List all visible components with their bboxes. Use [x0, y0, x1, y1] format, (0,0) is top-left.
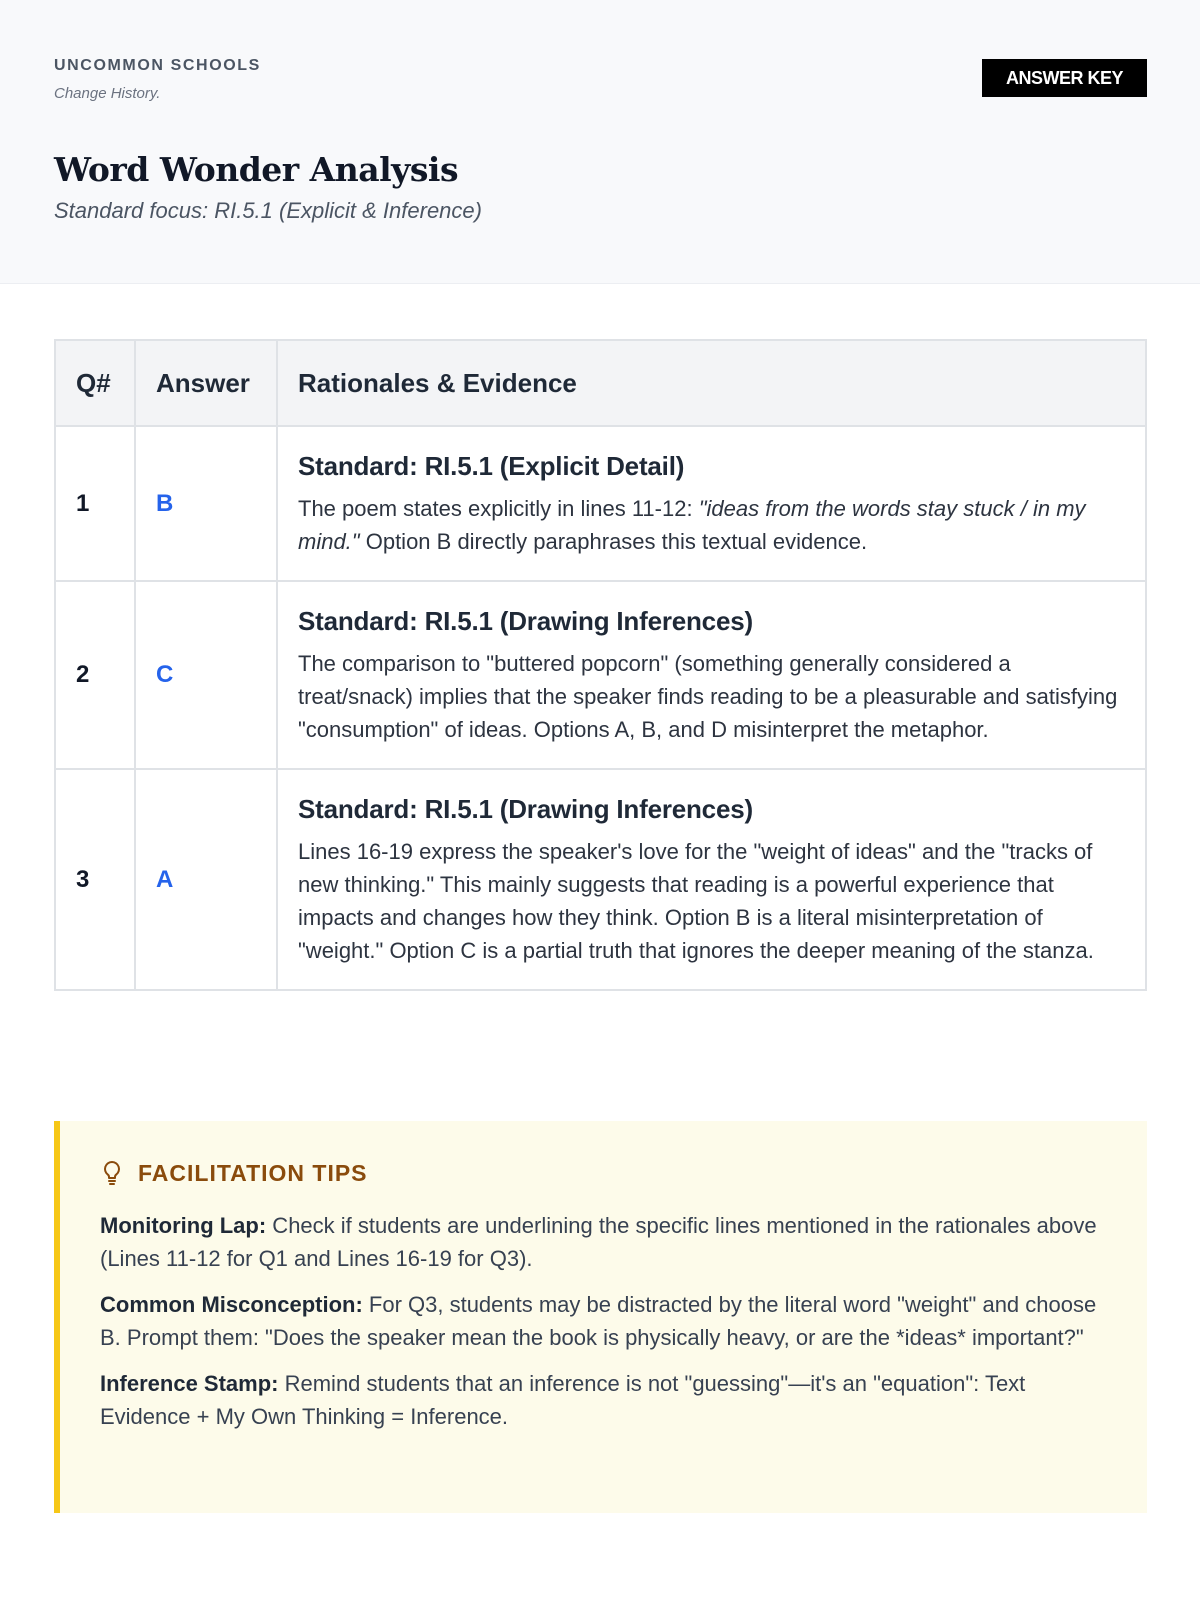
- rationale-text: [298, 492, 1125, 558]
- tip-text: Check if students are underlining the specific lines mentioned in the rationales above (Lines 11-12 for Q1 and Lines 16-19 for Q3).: [100, 1213, 1097, 1271]
- rationale-text-after: Option B directly paraphrases this textual evidence.: [359, 529, 868, 554]
- org-tagline: Change History.: [54, 85, 161, 102]
- answer-key-table: [54, 339, 1147, 991]
- tip-item: [100, 1288, 1107, 1354]
- rationale-text: Lines 16-19 express the speaker's love for the "weight of ideas" and the "tracks of new thinking." This mainly suggests that reading is a powerful experience that impacts and changes how they think. Option B is a literal misinterpretation of "weight." Option C is a partial truth that ignores the deeper meaning of the stanza.: [298, 839, 1094, 963]
- header-answer: Answer: [135, 340, 277, 426]
- standard-title: Standard: RI.5.1 (Drawing Inferences): [298, 606, 753, 636]
- question-number: 1: [55, 426, 135, 581]
- table-row: [55, 769, 1146, 990]
- rationale-cell: [277, 769, 1146, 990]
- page-subtitle: Standard focus: RI.5.1 (Explicit & Inference): [54, 198, 482, 223]
- tips-heading: [100, 1159, 1107, 1187]
- org-name: UNCOMMON SCHOOLS: [54, 57, 261, 74]
- question-number: 2: [55, 581, 135, 769]
- tip-text: Remind students that an inference is not "guessing"—it's an "equation": Text Evidence + My Own Thinking = Inference.: [100, 1371, 1026, 1429]
- tip-item: [100, 1209, 1107, 1275]
- table-header-row: [55, 340, 1146, 426]
- answer-letter: B: [135, 426, 277, 581]
- answer-letter: A: [135, 769, 277, 990]
- answer-key-badge: ANSWER KEY: [982, 59, 1147, 97]
- lightbulb-icon: [100, 1159, 124, 1187]
- rationale-quote: "ideas from the words stay stuck / in my mind.": [298, 496, 1086, 554]
- header-rationale: Rationales & Evidence: [277, 340, 1146, 426]
- answer-letter: C: [135, 581, 277, 769]
- header-qnum: Q#: [55, 340, 135, 426]
- tip-label: Common Misconception:: [100, 1292, 363, 1317]
- table-row: [55, 426, 1146, 581]
- rationale-text-before: The poem states explicitly in lines 11-12:: [298, 496, 699, 521]
- tip-label: Inference Stamp:: [100, 1371, 279, 1396]
- page-header: [0, 0, 1200, 284]
- tip-text: For Q3, students may be distracted by the literal word "weight" and choose B. Prompt them: "Does the speaker mean the book is physically heavy, or are the *ideas* important?": [100, 1292, 1097, 1350]
- question-number: 3: [55, 769, 135, 990]
- rationale-cell: [277, 426, 1146, 581]
- page-title: Word Wonder Analysis: [54, 150, 459, 189]
- tips-title: FACILITATION TIPS: [138, 1159, 368, 1186]
- standard-title: Standard: RI.5.1 (Explicit Detail): [298, 451, 685, 481]
- rationale-text: The comparison to "buttered popcorn" (something generally considered a treat/snack) implies that the speaker finds reading to be a pleasurable and satisfying "consumption" of ideas. Options A, B, and D misinterpret the metaphor.: [298, 651, 1118, 742]
- table-row: [55, 581, 1146, 769]
- standard-title: Standard: RI.5.1 (Drawing Inferences): [298, 794, 753, 824]
- tip-item: [100, 1367, 1107, 1433]
- tip-label: Monitoring Lap:: [100, 1213, 267, 1238]
- facilitation-tips-box: [54, 1121, 1147, 1513]
- rationale-cell: [277, 581, 1146, 769]
